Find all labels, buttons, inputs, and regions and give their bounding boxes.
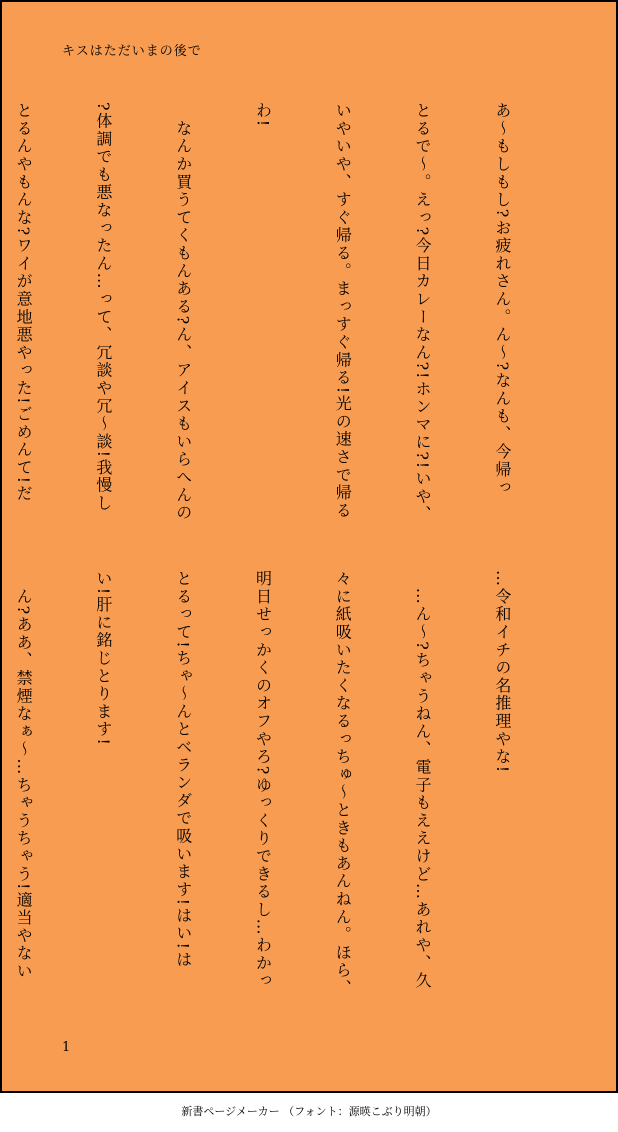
text-line: とるって!ちゃ〜んとベランダで吸います!はい!は xyxy=(173,570,193,969)
text-line: …ん〜?ちゃうねん、電子もええけど…あれや、久 xyxy=(413,570,433,990)
text-line: とるで〜。えっ?今日カレーなん?!ホンマに?!いや、 xyxy=(413,102,433,524)
chapter-title: キスはただいまの後で xyxy=(62,44,202,59)
text-line: い!肝に銘じとります! xyxy=(93,570,113,747)
text-line: 明日せっかくのオフやろ?ゆっくりできるし…わかっ xyxy=(253,570,273,990)
footer-credit: 新書ページメーカー （フォント：源暎こぶり明朝） xyxy=(181,1105,437,1118)
text-line: …令和イチの名推理やな! xyxy=(492,570,512,775)
text-line: あ〜もしもし?お疲れさん。ん〜?なんも、今帰っ xyxy=(492,102,512,497)
page-number: 1 xyxy=(62,1040,71,1055)
text-line: なんか買うてくもんある?ん、アイスもいらへんの xyxy=(173,102,193,522)
body-text-bottom xyxy=(0,570,568,998)
text-line: とるんやもんな?ワイが意地悪やった!ごめんて!だ xyxy=(14,102,34,503)
text-line: ん?ああ、禁煙なぁ〜…ちゃうちゃう!適当やない xyxy=(14,570,34,981)
text-line: 々に紙吸いたくなるっちゅ〜ときもあんねん。ほら、 xyxy=(333,570,353,998)
body-text-top xyxy=(0,102,568,532)
text-line: ?体調でも悪なったん…って、冗談や冗〜談!我慢し xyxy=(93,102,113,513)
text-line: いやいや、すぐ帰る。まっすぐ帰る!光の速さで帰る xyxy=(333,102,353,520)
text-line: わ! xyxy=(253,102,273,129)
